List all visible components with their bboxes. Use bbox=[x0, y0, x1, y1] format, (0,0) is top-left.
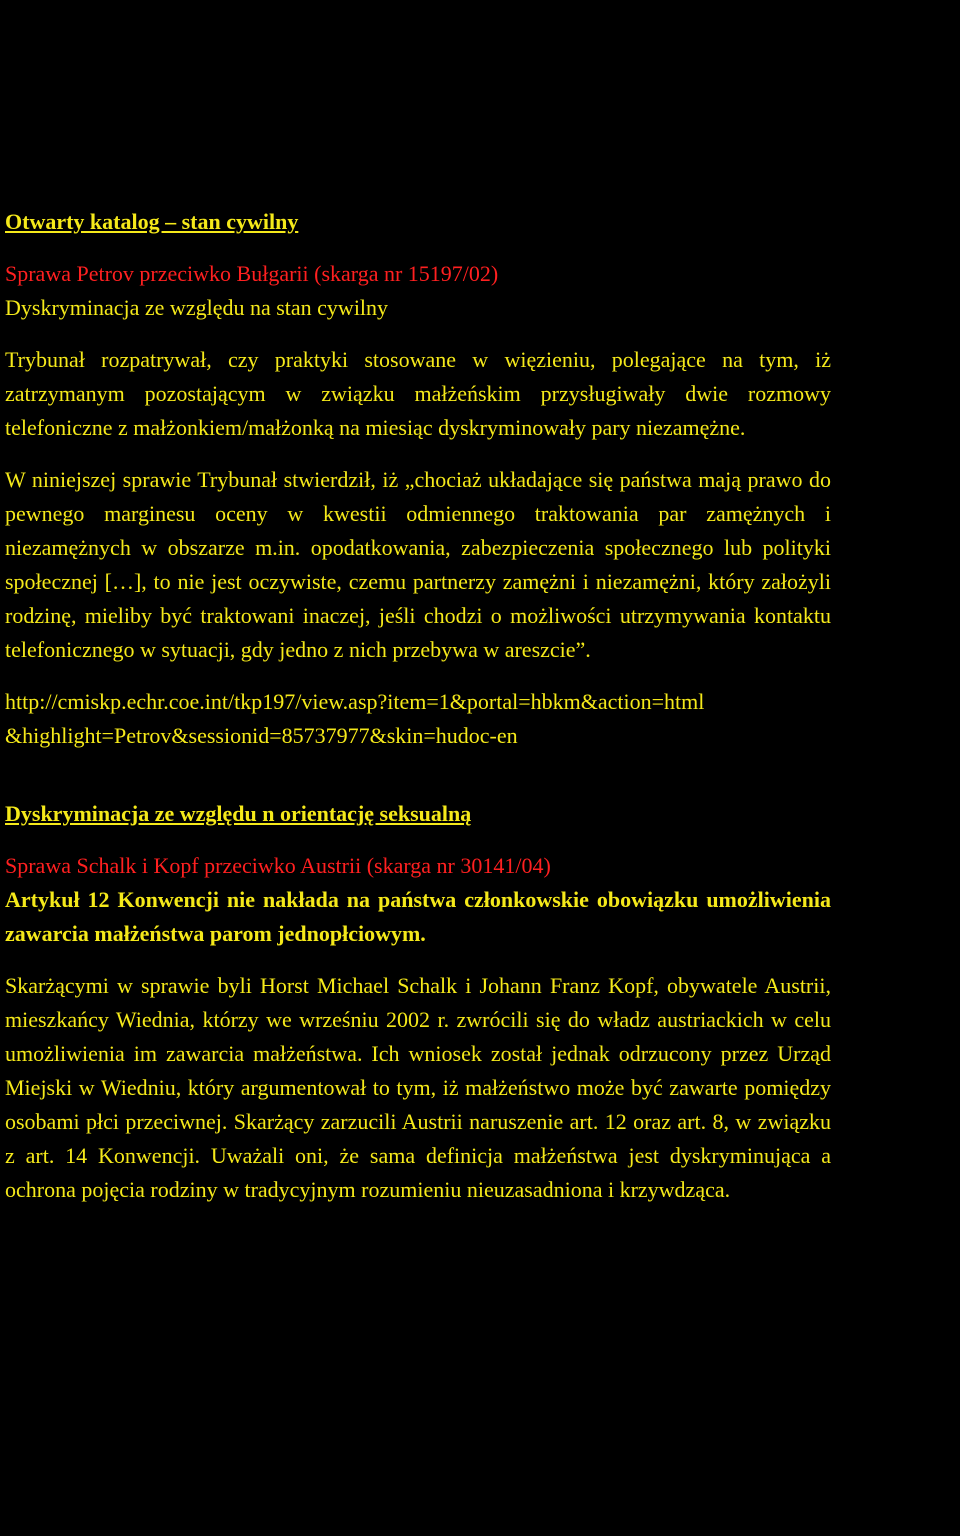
section-heading-civil-status: Otwarty katalog – stan cywilny bbox=[5, 209, 299, 234]
section-heading-sexual-orientation: Dyskryminacja ze względu n orientację seksualną bbox=[5, 801, 472, 826]
case-title-schalk-kopf: Sprawa Schalk i Kopf przeciwko Austrii (skarga nr 30141/04) bbox=[5, 853, 551, 878]
paragraph-petrov-1: Trybunał rozpatrywał, czy praktyki stosowane w więzieniu, polegające na tym, iż zatrzymanym pozostającym w związku małżeńskim przysługiwały dwie rozmowy telefoniczne z małżonkiem/małżonką na miesiąc dyskryminowały pary niezamężne. bbox=[5, 347, 831, 440]
source-link-line-2[interactable]: &highlight=Petrov&sessionid=85737977&skin=hudoc-en bbox=[5, 723, 518, 748]
case-subtitle-schalk-kopf: Artykuł 12 Konwencji nie nakłada na państwa członkowskie obowiązku umożliwienia zawarcia małżeństwa parom jednopłciowym. bbox=[5, 887, 831, 946]
document-page bbox=[5, 205, 831, 1207]
case-title-petrov: Sprawa Petrov przeciwko Bułgarii (skarga nr 15197/02) bbox=[5, 261, 499, 286]
source-link-line-1[interactable]: http://cmiskp.echr.coe.int/tkp197/view.asp?item=1&portal=hbkm&action=html bbox=[5, 689, 705, 714]
paragraph-schalk-kopf-1: Skarżącymi w sprawie byli Horst Michael Schalk i Johann Franz Kopf, obywatele Austrii, mieszkańcy Wiednia, którzy we wrześniu 2002 r. zwrócili się do władz austriackich w celu umożliwienia im zawarcia małżeństwa. Ich wniosek został jednak odrzucony przez Urząd Miejski w Wiedniu, który argumentował to tym, iż małżeństwo może być zawarte pomiędzy osobami płci przeciwnej. Skarżący zarzucili Austrii naruszenie art. 12 oraz art. 8, w związku z art. 14 Konwencji. Uważali oni, że sama definicja małżeństwa jest dyskryminująca a ochrona pojęcia rodziny w tradycyjnym rozumieniu nieuzasadniona i krzywdząca. bbox=[5, 973, 831, 1202]
case-subtitle-petrov: Dyskryminacja ze względu na stan cywilny bbox=[5, 295, 389, 320]
paragraph-petrov-2: W niniejszej sprawie Trybunał stwierdził, iż „chociaż układające się państwa mają prawo do pewnego marginesu oceny w kwestii odmiennego traktowania par zamężnych i niezamężnych w obszarze m.in. opodatkowania, zabezpieczenia społecznego lub polityki społecznej […], to nie jest oczywiste, czemu partnerzy zamężni i niezamężni, który założyli rodzinę, mieliby być traktowani inaczej, jeśli chodzi o możliwości utrzymywania kontaktu telefonicznego w sytuacji, gdy jedno z nich przebywa w areszcie”. bbox=[5, 467, 831, 662]
